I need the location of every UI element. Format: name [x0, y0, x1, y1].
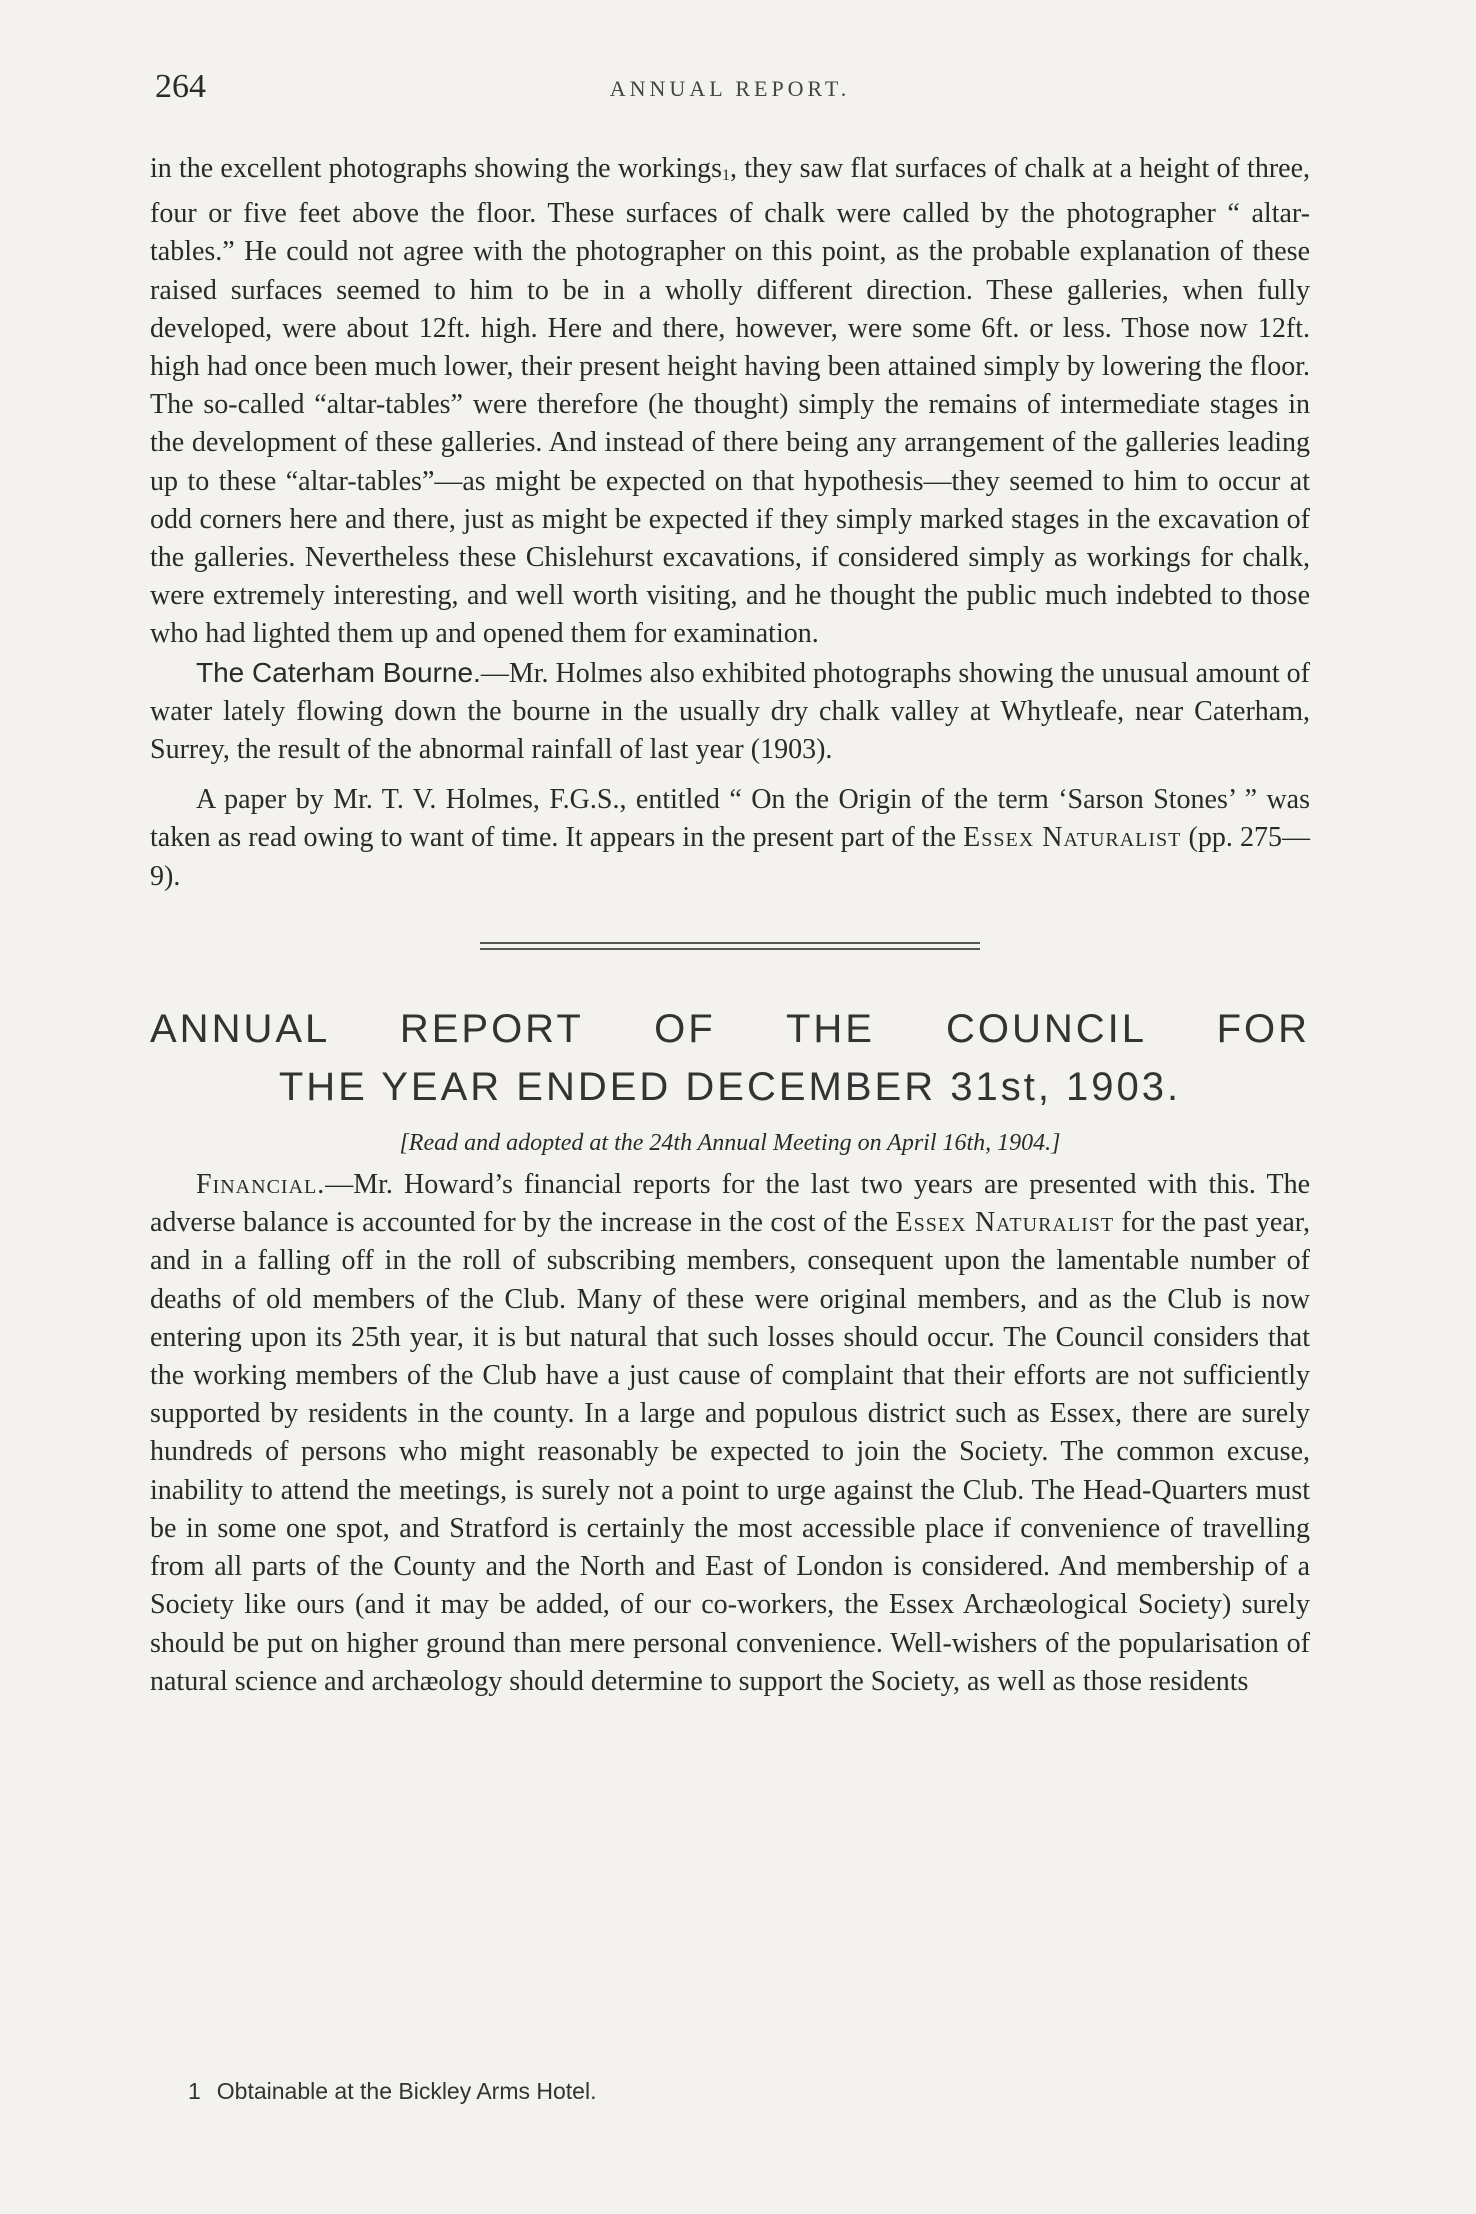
paragraph-sarsen	[150, 781, 1310, 896]
footnote-text: Obtainable at the Bickley Arms Hotel.	[216, 2078, 597, 2104]
report-title-line-1: ANNUAL REPORT OF THE COUNCIL FOR	[150, 1006, 1310, 1051]
journal-name: Essex Naturalist	[963, 822, 1182, 854]
page-header	[155, 68, 1305, 108]
double-rule-divider	[480, 942, 980, 950]
paragraph-text: in the excellent photographs showing the workings	[150, 153, 723, 184]
section-heading-caterham: The Caterham Bourne.	[196, 656, 481, 688]
paragraph-text: —Mr. Holmes also exhibited photographs showing the unusual amount of water lately flowing down the bourne in the usually dry chalk valley at Whytleafe, near Caterham, Surrey, the result of the abnormal rainfall of last year (1903).	[150, 657, 1310, 766]
paragraph-chislehurst	[150, 150, 1310, 654]
running-head: ANNUAL REPORT.	[609, 76, 851, 101]
report-subnote: [Read and adopted at the 24th Annual Meeting on April 16th, 1904.]	[399, 1129, 1061, 1156]
paragraph-text: for the past year, and in a falling off in the roll of subscribing members, consequent upon the lamentable number of deaths of old members of the Club. Many of these were original members, and as the Club is now entering upon its 25th year, it is but natural that such losses should occur. The Council considers that the working members of the Club have a just cause of complaint that their efforts are not sufficiently supported by residents in the county. In a large and populous district such as Essex, there are surely hundreds of persons who might reasonably be expected to join the Society. The common excuse, inability to attend the meetings, is surely not a point to urge against the Club. The Head-Quarters must be in some one spot, and Stratford is certainly the most accessible place if convenience of travelling from all parts of the County and the North and East of London is considered. And membership of a Society like ours (and it may be added, of our co-workers, the Essex Archæological Society) surely should be put on higher ground than mere personal convenience. Well-wishers of the popularisation of natural science and archæology should determine to support the Society, as well as those residents	[150, 1207, 1310, 1697]
journal-name: Essex Naturalist	[895, 1207, 1115, 1239]
footnote-mark: 1	[188, 2078, 201, 2104]
paragraph-text: (pp. 275—9).	[150, 822, 1311, 892]
footnote-reference: 1	[722, 167, 731, 184]
paragraph-text: A paper by Mr. T. V. Holmes, F.G.S., entitled “ On the Origin of the term ‘Sarson Stones’ ” was taken as read owing to want of time. It appears in the present part of the	[150, 784, 1310, 854]
section-label-financial: Financial.	[196, 1169, 326, 1201]
footnote	[188, 2078, 596, 2105]
body-text	[150, 150, 1310, 1701]
page-number: 264	[155, 68, 206, 105]
paragraph-financial	[150, 1166, 1310, 1701]
report-title-line-2: THE YEAR ENDED DECEMBER 31st, 1903.	[278, 1064, 1182, 1109]
report-title	[150, 1000, 1310, 1116]
paragraph-text: , they saw flat surfaces of chalk at a height of three, four or five feet above the floor. These surfaces of chalk were called by the photographer “ altar-tables.” He could not agree with the photographer on this point, as the probable explanation of these raised surfaces seemed to him to be in a wholly different direction. These galleries, when fully developed, were about 12ft. high. Here and there, however, were some 6ft. or less. Those now 12ft. high had once been much lower, their present height having been attained simply by lowering the floor. The so-called “altar-tables” were therefore (he thought) simply the remains of intermediate stages in the development of these galleries. And instead of there being any arrangement of the galleries leading up to these “altar-tables”—as might be expected on that hypothesis—they seemed to him to occur at odd corners here and there, just as might be expected if they simply marked stages in the excavation of the galleries. Nevertheless these Chislehurst excavations, if considered simply as workings for chalk, were extremely interesting, and well worth visiting, and he thought the public much indebted to those who had lighted them up and opened them for examination.	[150, 153, 1310, 650]
paragraph-text: —Mr. Howard’s financial reports for the last two years are presented with this. The adverse balance is accounted for by the increase in the cost of the	[150, 1169, 1310, 1239]
paragraph-caterham	[150, 654, 1310, 770]
